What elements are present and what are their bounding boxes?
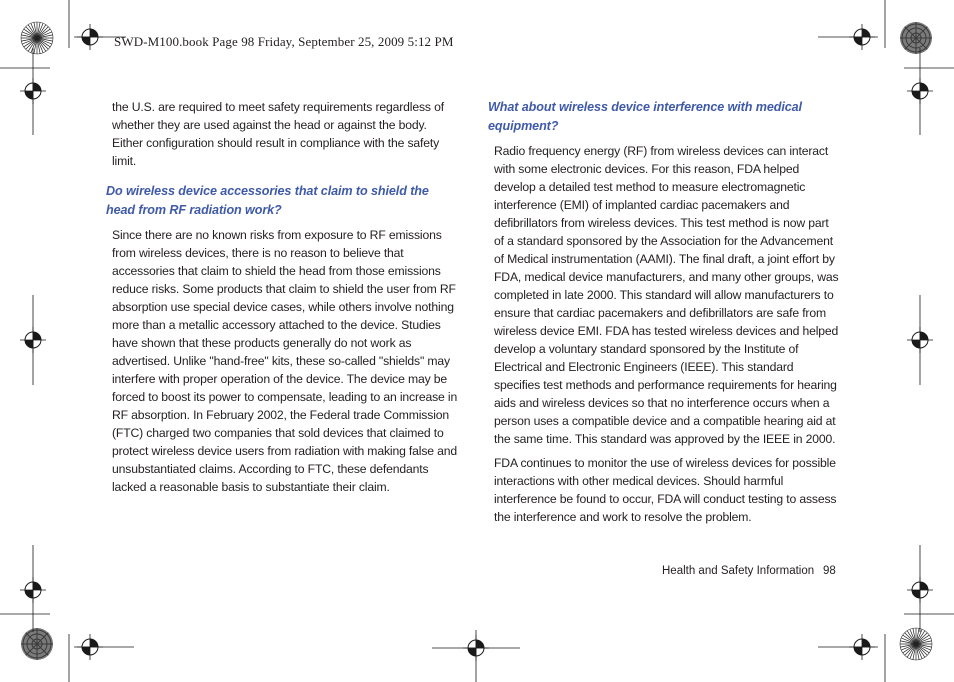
footer-section-title: Health and Safety Information (662, 565, 815, 577)
book-header: SWD-M100.book Page 98 Friday, September 25, 2009 5:12 PM (114, 34, 454, 49)
left-paragraph-1: the U.S. are required to meet safety requirements regardless of whether they are used against the head or against the body. Either configuration should result in compliance with the safety limit. (112, 100, 444, 168)
left-heading: Do wireless device accessories that claim to shield the head from RF radiation work? (106, 184, 429, 217)
left-column (106, 98, 458, 496)
right-paragraph-1: Radio frequency energy (RF) from wireless devices can interact with some electronic devices. For this reason, FDA helped develop a detailed test method to measure electromagnetic interference (EMI) of implanted cardiac pacemakers and defibrillators from wireless devices. This test method is now part of a standard sponsored by the Association for the Advancement of Medical instrumentation (AAMI). The final draft, a joint effort by FDA, medical device manufacturers, and many other groups, was completed in late 2000. This standard will allow manufacturers to ensure that cardiac pacemakers and defibrillators are safe from wireless device EMI. FDA has tested wireless devices and helped develop a voluntary standard sponsored by the Institute of Electrical and Electronic Engineers (IEEE). This standard specifies test methods and performance requirements for hearing aids and wireless devices so that no interference occurs when a person uses a compatible device and a compatible hearing aid at the same time. This standard was approved by the IEEE in 2000. (494, 144, 839, 446)
left-paragraph-2: Since there are no known risks from exposure to RF emissions from wireless devices, there is no reason to believe that accessories that claim to shield the head from those emissions reduce risks. Some products that claim to shield the user from RF absorption use special device cases, while others involve nothing more than a metallic accessory attached to the device. Studies have shown that these products generally do not work as advertised. Unlike "hand-free" kits, these so-called "shields" may interfere with proper operation of the device. The device may be forced to boost its power to compensate, leading to an increase in RF absorption. In February 2002, the Federal trade Commission (FTC) charged two companies that sold devices that claimed to protect wireless device users from radiation with making false and unsubstantiated claims. According to FTC, these defendants lacked a reasonable basis to substantiate their claim. (112, 228, 458, 494)
right-paragraph-2: FDA continues to monitor the use of wireless devices for possible interactions with other medical devices. Should harmful interference be found to occur, FDA will conduct testing to assess the interference and work to resolve the problem. (494, 456, 837, 524)
page-number: 98 (823, 565, 836, 577)
right-heading: What about wireless device interference with medical equipment? (488, 100, 802, 133)
right-column (488, 98, 840, 526)
